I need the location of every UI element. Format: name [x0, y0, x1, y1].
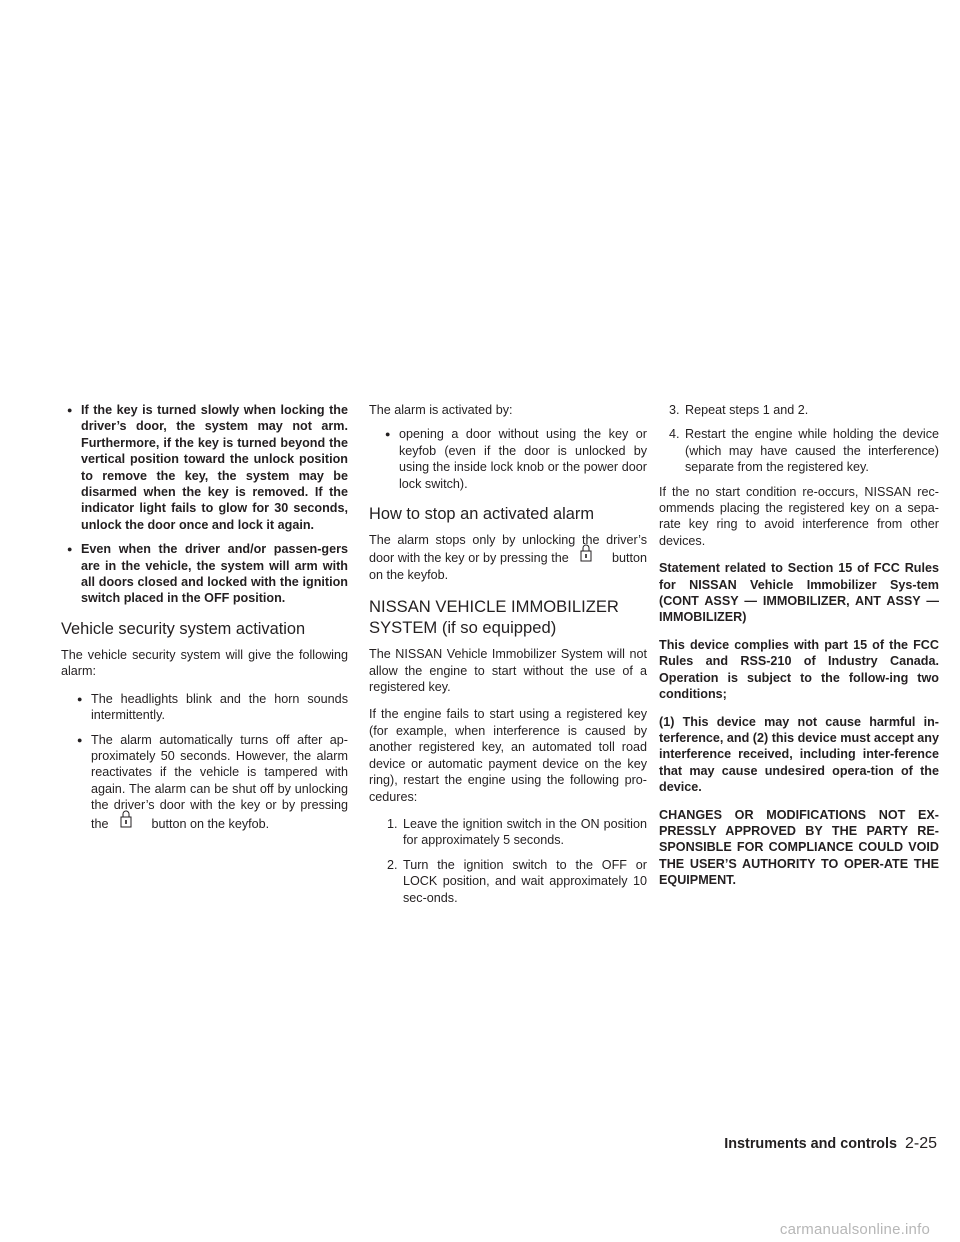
alarm-bullet: ● The headlights blink and the horn sounds intermittently.	[71, 691, 348, 724]
page-footer	[724, 1135, 937, 1153]
page-number: 2-25	[904, 1135, 937, 1152]
lock-button-icon	[112, 814, 148, 830]
alarm-bullet-text: The alarm automatically turns off after ap-proximately 50 seconds. However, the alarm reactivates if the vehicle is tampered with again. The alarm can be shut off by unlocking the driver’s door with the key or by pressing the	[91, 732, 348, 831]
stop-alarm-text	[369, 532, 647, 583]
step-text: Restart the engine while holding the device (which may have caused the interference) separate from the registered key.	[685, 427, 939, 475]
warning-bullet: ● If the key is turned slowly when locking the driver’s door, the system may not arm. Furthermore, if the key is turned beyond the vertical position toward the unlock position to remove the key, the system may be disarmed when the key is removed. If the indicator light fails to glow for 30 seconds, unlock the door once and lock it again.	[61, 402, 348, 533]
step-item	[369, 816, 647, 849]
fcc-changes-warning: CHANGES OR MODIFICATIONS NOT EX-PRESSLY APPROVED BY THE PARTY RE-SPONSIBLE FOR COMPLIANCE COULD VOID THE USER’S AUTHORITY TO OPER-ATE THE EQUIPMENT.	[659, 807, 939, 888]
alarm-list	[61, 691, 348, 832]
activation-heading: Vehicle security system activation	[61, 619, 306, 638]
step-item	[669, 402, 939, 418]
step-text: Turn the ignition switch to the OFF or LOCK position, and wait approximately 10 sec-onds.	[403, 857, 647, 905]
activated-by: The alarm is activated by:	[369, 403, 513, 417]
step-item	[669, 426, 939, 475]
column-left	[61, 402, 348, 843]
fcc-statement-title: Statement related to Section 15 of FCC Rules for NISSAN Vehicle Immobilizer Sys-tem (CONT ASSY — IMMOBILIZER, ANT ASSY — IMMOBILIZER)	[659, 561, 939, 625]
immobilizer-p2: If the engine fails to start using a registered key (for example, when interference is caused by another registered key, an automated toll road device or automatic payment device on the key ring), restart the engine using the following pro-cedures:	[369, 707, 647, 804]
step-number: 3.	[669, 403, 680, 417]
column-middle	[369, 402, 647, 914]
immobilizer-heading	[369, 597, 647, 638]
step-text: Repeat steps 1 and 2.	[685, 403, 809, 417]
fcc-conditions: (1) This device may not cause harmful in-terference, and (2) this device must accept any interference received, including inter-ference that may cause undesired opera-tion of the device.	[659, 714, 939, 795]
alarm-bullet-text-end: button on the keyfob.	[151, 816, 270, 831]
step-number: 2.	[387, 857, 398, 872]
lock-button-icon	[572, 548, 608, 564]
warning-bullet: ● Even when the driver and/or passen-gers are in the vehicle, the system will arm with all doors closed and locked with the ignition switch placed in the OFF position.	[61, 541, 348, 607]
activated-list	[369, 426, 647, 492]
step-number: 1.	[387, 816, 398, 831]
reoccur-paragraph: If the no start condition re-occurs, NISSAN rec-ommends placing the registered key on a sepa-rate key ring to avoid interference from other devices.	[659, 484, 939, 548]
stop-alarm-heading: How to stop an activated alarm	[369, 505, 595, 524]
stop-text-end: button on the keyfob.	[369, 551, 648, 582]
immobilizer-p1: The NISSAN Vehicle Immobilizer System will not allow the engine to start without the use of a registered key.	[369, 647, 647, 695]
activated-bullet: ● opening a door without using the key or keyfob (even if the door is unlocked by using the inside lock knob or the power door lock switch).	[379, 426, 647, 492]
stop-text-start: The alarm stops only by unlocking the driver’s door with the key or by pressing the	[369, 533, 647, 566]
section-name: Instruments and controls	[724, 1136, 897, 1152]
step-number: 4.	[669, 427, 680, 442]
warning-list	[61, 402, 348, 607]
step-text: Leave the ignition switch in the ON position for approximately 5 seconds.	[403, 816, 647, 848]
watermark: carmanualsonline.info	[779, 1221, 930, 1238]
fcc-compliance: This device complies with part 15 of the FCC Rules and RSS-210 of Industry Canada. Operation is subject to the follow-ing two conditions;	[659, 637, 939, 702]
restart-steps-continued	[669, 402, 939, 476]
column-right	[659, 402, 939, 900]
restart-steps	[369, 816, 647, 906]
step-item	[369, 857, 647, 906]
immobilizer-heading-line2: SYSTEM (if so equipped)	[369, 617, 557, 637]
activation-intro: The vehicle security system will give the following alarm:	[61, 647, 348, 679]
immobilizer-heading-line1: NISSAN VEHICLE IMMOBILIZER	[369, 597, 619, 617]
alarm-bullet	[71, 732, 348, 832]
